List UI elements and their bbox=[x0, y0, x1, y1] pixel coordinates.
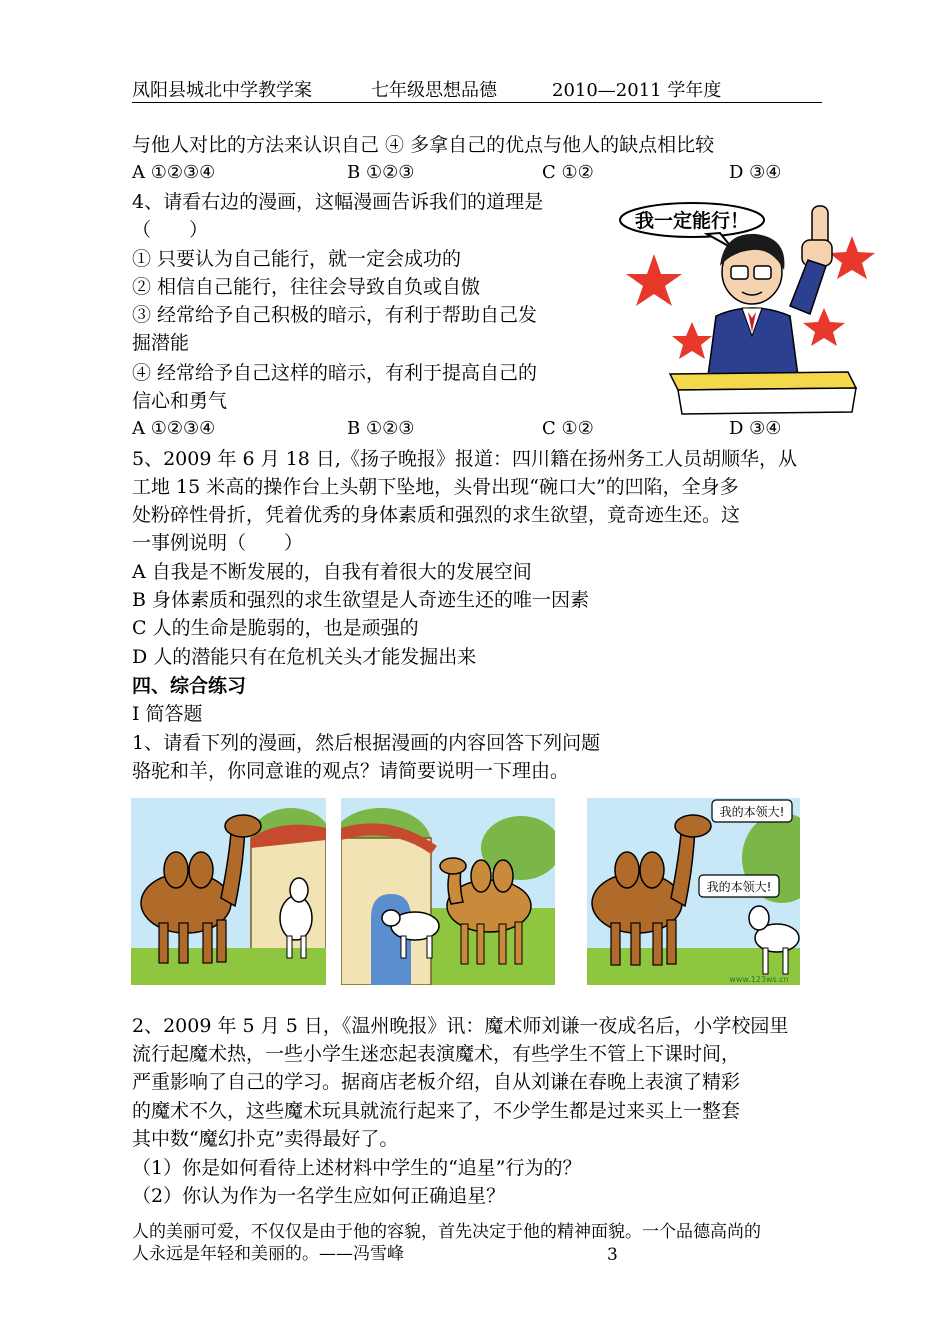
q4-option-c: C ①② bbox=[542, 418, 594, 439]
question-1-line-2: 骆驼和羊，你同意谁的观点？请简要说明一下理由。 bbox=[132, 760, 570, 782]
q5-line-2: 工地 15 米高的操作台上头朝下坠地，头骨出现“碗口大”的凹陷，全身多 bbox=[132, 476, 739, 498]
q4-option-d: D ③④ bbox=[729, 418, 782, 439]
star-icon bbox=[829, 236, 875, 279]
speech-text: 我一定能行！ bbox=[634, 210, 750, 232]
goat-speech-text: 我的本领大! bbox=[706, 880, 772, 894]
q4-blank: （ ） bbox=[132, 219, 209, 241]
question-2-line-4: 的魔术不久，这些魔术玩具就流行起来了，不少学生都是过来买上一整套 bbox=[132, 1100, 741, 1122]
question-2-line-3: 严重影响了自己的学习。据商店老板介绍，自从刘谦在春晚上表演了精彩 bbox=[132, 1071, 741, 1093]
question-1-line-1: 1、请看下列的漫画，然后根据漫画的内容回答下列问题 bbox=[132, 732, 601, 754]
page-header bbox=[132, 76, 822, 103]
question-2-line-1: 2、2009 年 5 月 5 日，《温州晚报》讯：魔术师刘谦一夜成名后，小学校园里 bbox=[132, 1015, 789, 1037]
q4-choice-4: ④ 经常给予自己这样的暗示，有利于提高自己的 bbox=[132, 362, 538, 384]
header-year: 2010—2011 学年度 bbox=[552, 80, 722, 101]
star-icon bbox=[626, 254, 682, 306]
q4-stem: 4、请看右边的漫画，这幅漫画告诉我们的道理是 bbox=[132, 191, 544, 213]
q4-choice-3: ③ 经常给予自己积极的暗示，有利于帮助自己发 bbox=[132, 304, 538, 326]
cartoon-confident-boy bbox=[612, 196, 877, 418]
q3-option-d: D ③④ bbox=[729, 162, 782, 183]
camel-speech-text: 我的本领大! bbox=[719, 805, 785, 819]
q5-line-3: 处粉碎性骨折，凭着优秀的身体素质和强烈的求生欲望，竟奇迹生还。这 bbox=[132, 504, 741, 526]
subsection-heading: Ⅰ 简答题 bbox=[132, 703, 203, 725]
q4-choice-1: ① 只要认为自己能行，就一定会成功的 bbox=[132, 248, 462, 270]
q4-choice-2: ② 相信自己能行，往往会导致自负或自傲 bbox=[132, 276, 481, 298]
q4-choice-3-cont: 掘潜能 bbox=[132, 332, 190, 354]
question-2-line-2: 流行起魔术热，一些小学生迷恋起表演魔术，有些学生不管上下课时间， bbox=[132, 1043, 741, 1065]
camel-cartoon-3 bbox=[587, 798, 800, 985]
q5-option-d: D 人的潜能只有在危机关头才能发掘出来 bbox=[132, 646, 477, 668]
page-number: 3 bbox=[607, 1245, 618, 1265]
footer-quote-line-2: 人永远是年轻和美丽的。——冯雪峰 bbox=[132, 1244, 404, 1264]
watermark-text: www.123ws.cn bbox=[729, 975, 789, 984]
camel-cartoon-1 bbox=[131, 798, 326, 985]
q5-line-1: 5、2009 年 6 月 18 日,《扬子晚报》报道：四川籍在扬州务工人员胡顺华，从 bbox=[132, 448, 797, 470]
footer-quote-line-1: 人的美丽可爱，不仅仅是由于他的容貌，首先决定于他的精神面貌。一个品德高尚的 bbox=[132, 1222, 761, 1242]
header-subject: 七年级思想品德 bbox=[371, 80, 497, 101]
question-2-line-5: 其中数“魔幻扑克”卖得最好了。 bbox=[132, 1128, 399, 1150]
q5-option-c: C 人的生命是脆弱的，也是顽强的 bbox=[132, 617, 419, 639]
camel-cartoon-2 bbox=[341, 798, 555, 985]
q5-option-a: A 自我是不断发展的，自我有着很大的发展空间 bbox=[132, 561, 532, 583]
q4-option-a: A ①②③④ bbox=[132, 418, 216, 439]
q5-option-b: B 身体素质和强烈的求生欲望是人奇迹生还的唯一因素 bbox=[132, 589, 590, 611]
text-line: 与他人对比的方法来认识自己 ④ 多拿自己的优点与他人的缺点相比较 bbox=[132, 134, 715, 156]
q5-line-4: 一事例说明（ ） bbox=[132, 532, 304, 554]
star-icon bbox=[672, 322, 712, 359]
q3-option-b: B ①②③ bbox=[347, 162, 415, 183]
header-school: 凤阳县城北中学教学案 bbox=[132, 80, 312, 101]
q4-option-b: B ①②③ bbox=[347, 418, 415, 439]
question-2-sub-2: （2）你认为作为一名学生应如何正确追星？ bbox=[132, 1185, 506, 1207]
question-2-sub-1: （1）你是如何看待上述材料中学生的“追星”行为的？ bbox=[132, 1157, 582, 1179]
q4-choice-4-cont: 信心和勇气 bbox=[132, 390, 228, 412]
q3-option-c: C ①② bbox=[542, 162, 594, 183]
q3-option-a: A ①②③④ bbox=[132, 162, 216, 183]
section-heading: 四、综合练习 bbox=[132, 675, 247, 697]
